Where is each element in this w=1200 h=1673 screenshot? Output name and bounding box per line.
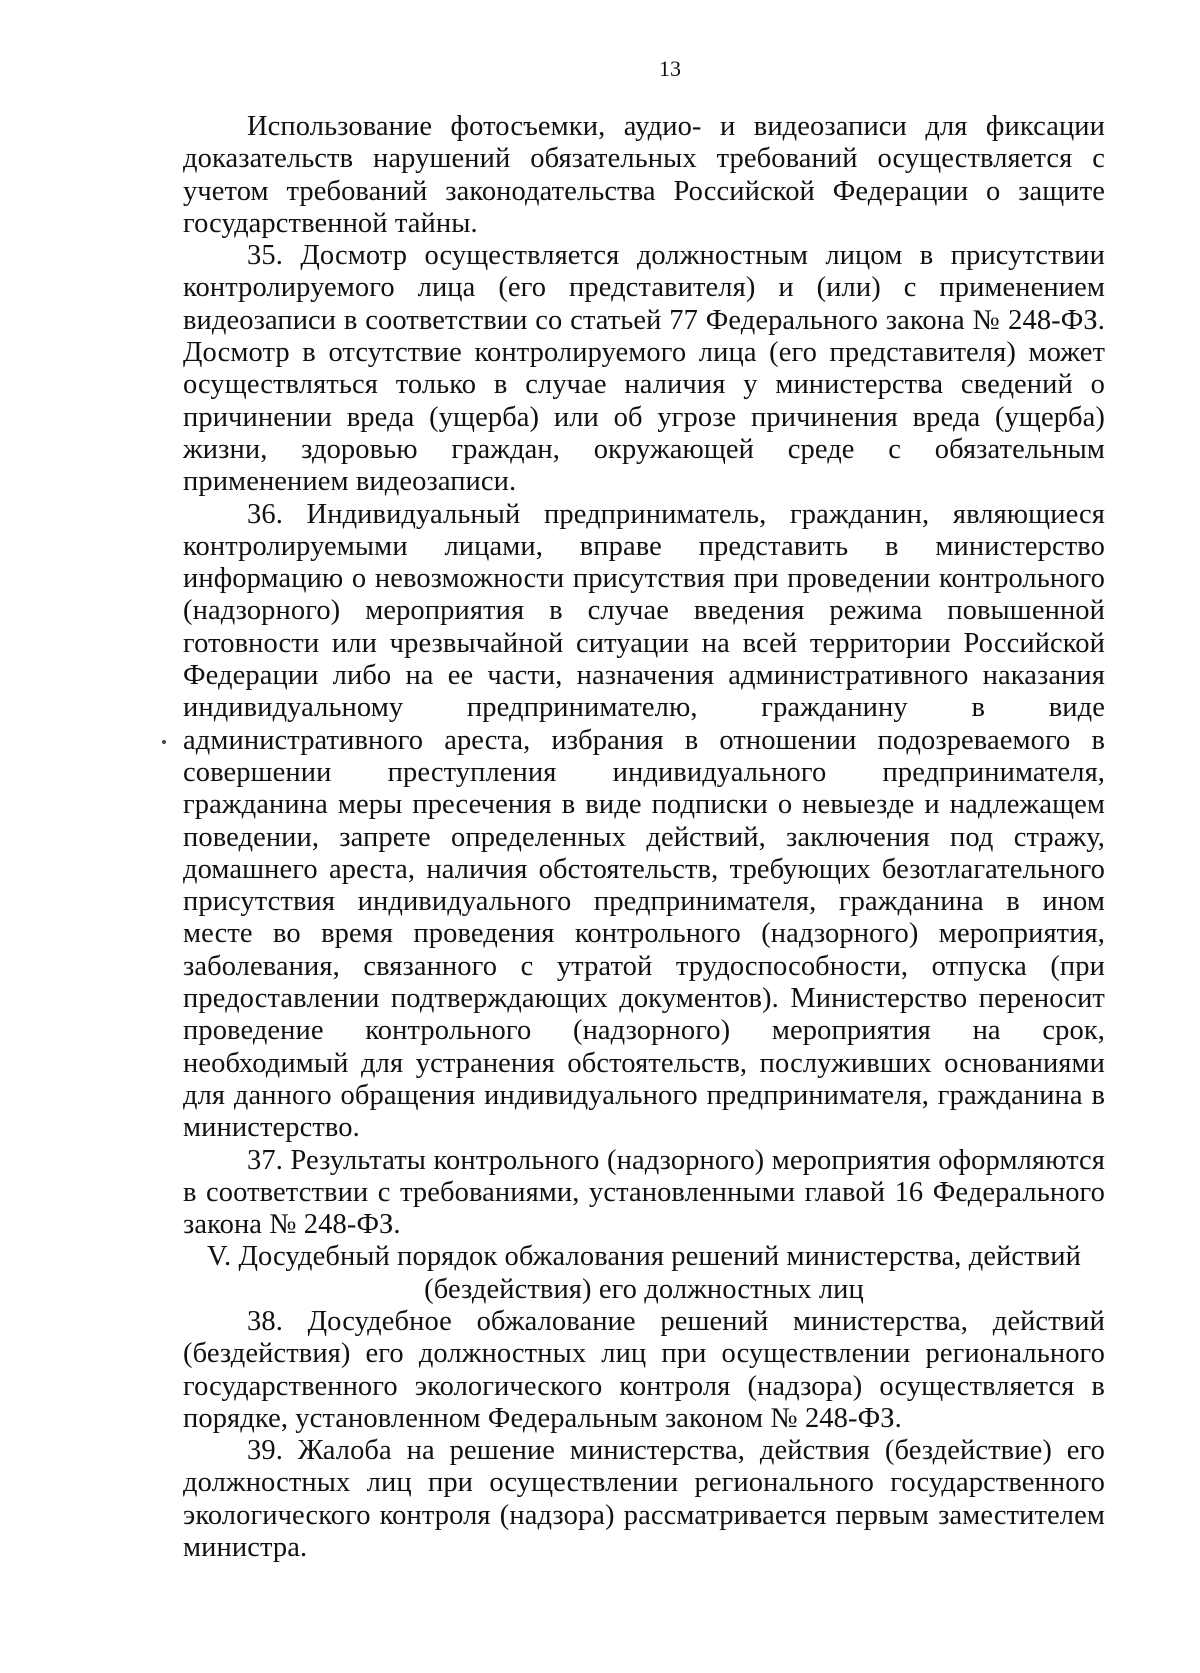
scan-mark (162, 740, 166, 744)
paragraph-photo-video: Использование фотосъемки, аудио- и видеозаписи для фиксации доказательств нарушений обязательных требований осуществляется с учетом требований законодательства Российской Федерации о защите государственной тайны. (183, 111, 1105, 239)
paragraph-36: 36. Индивидуальный предприниматель, гражданин, являющиеся контролируемыми лицами, вправе представить в министерство информацию о невозможности присутствия при проведении контрольного (надзорного) мероприятия в случае введения режима повышенной готовности или чрезвычайной ситуации на всей территории Российской Федерации либо на ее части, назначения административного наказания индивидуальному предпринимателю, гражданину в виде административного ареста, избрания в отношении подозреваемого в совершении преступления индивидуального предпринимателя, гражданина меры пресечения в виде подписки о невыезде и надлежащем поведении, запрете определенных действий, заключения под стражу, домашнего ареста, наличия обстоятельств, требующих безотлагательного присутствия индивидуального предпринимателя, гражданина в ином месте во время проведения контрольного (надзорного) мероприятия, заболевания, связанного с утратой трудоспособности, отпуска (при предоставлении подтверждающих документов). Министерство переносит проведение контрольного (надзорного) мероприятия на срок, необходимый для устранения обстоятельств, послуживших основаниями для данного обращения индивидуального предпринимателя, гражданина в министерство. (183, 498, 1105, 1144)
section-heading-line-1: V. Досудебный порядок обжалования решений министерства, действий (207, 1241, 1081, 1273)
section-heading-line-2: (бездействия) его должностных лиц (424, 1273, 864, 1305)
page-number: 13 (659, 56, 681, 81)
section-heading (183, 1241, 1105, 1306)
paragraph-39: 39. Жалоба на решение министерства, действия (бездействие) его должностных лиц при осуществлении регионального государственного экологического контроля (надзора) рассматривается первым заместителем министра. (183, 1435, 1105, 1564)
paragraph-38: 38. Досудебное обжалование решений министерства, действий (бездействия) его должностных лиц при осуществлении регионального государственного экологического контроля (надзора) осуществляется в порядке, установленном Федеральным законом № 248-ФЗ. (183, 1305, 1105, 1434)
paragraph-37: 37. Результаты контрольного (надзорного) мероприятия оформляются в соответствии с требованиями, установленными главой 16 Федерального закона № 248-ФЗ. (183, 1144, 1105, 1241)
paragraph-35: 35. Досмотр осуществляется должностным лицом в присутствии контролируемого лица (его представителя) и (или) с применением видеозаписи в соответствии со статьей 77 Федерального закона № 248-ФЗ. Досмотр в отсутствие контролируемого лица (его представителя) может осуществляться только в случае наличия у министерства сведений о причинении вреда (ущерба) или об угрозе причинения вреда (ущерба) жизни, здоровью граждан, окружающей среде с обязательным применением видеозаписи. (183, 240, 1105, 498)
document-body (183, 111, 1105, 1564)
